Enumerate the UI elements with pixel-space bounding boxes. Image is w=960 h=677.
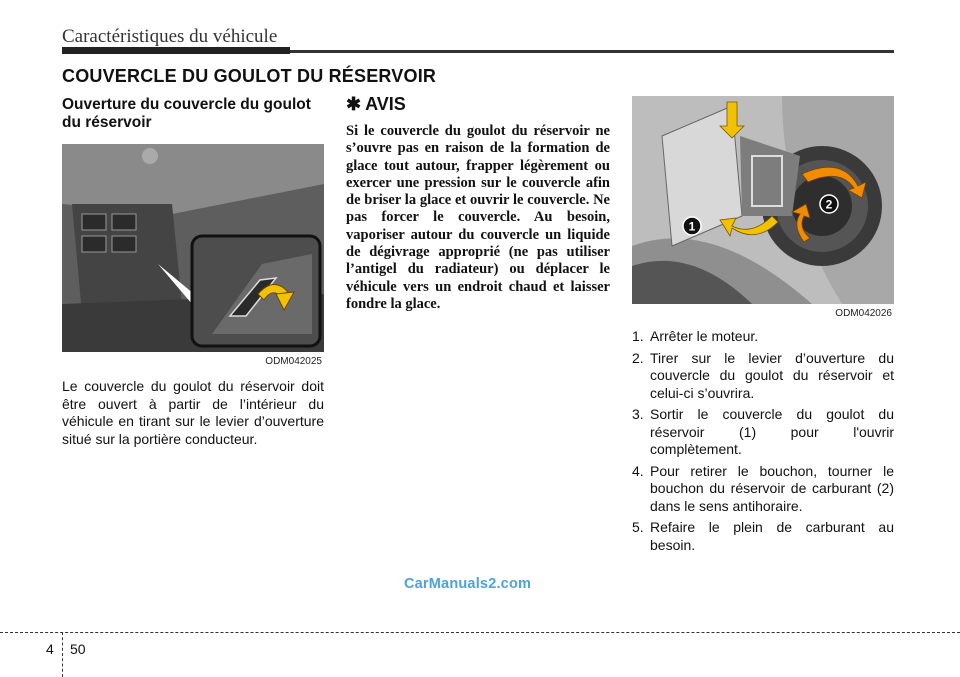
figure-code: ODM042026 <box>835 308 892 319</box>
callout-2: 2 <box>825 197 833 212</box>
list-item: 3. Sortir le couvercle du goulot du réservoir (1) pour l'ouvrir complètement. <box>632 406 894 457</box>
right-column <box>632 96 894 558</box>
chapter-number: 4 <box>46 641 54 657</box>
footer-divider <box>62 632 63 677</box>
notice-heading <box>346 94 610 115</box>
notice-column <box>346 94 610 313</box>
watermark-link[interactable]: CarManuals2.com <box>404 576 532 592</box>
procedure-steps <box>632 328 894 554</box>
list-item: 4. Pour retirer le bouchon, tourner le bouchon du réservoir de carburant (2) dans le sens antihoraire. <box>632 462 894 514</box>
callout-1: 1 <box>688 219 696 234</box>
fuel-door-lever-illustration <box>62 144 324 352</box>
list-item: 1. Arrêter le moteur. <box>632 328 759 344</box>
notice-body: Si le couvercle du goulot du réservoir ne s’ouvre pas en raison de la formation de glace tout autour, frapper légèrement ou exercer une pression sur le couvercle afin de briser la glace et ouvrir le couvercle. Ne pas forcer le couvercle. Au besoin, vaporiser autour du couvercle un liquide de dégivrage approprié (ne pas utiliser l’antigel du radiateur) ou déplacer le véhicule vers un endroit chaud et laisser fondre la glace. <box>346 123 610 312</box>
section-title: COUVERCLE DU GOULOT DU RÉSERVOIR <box>62 66 437 86</box>
notice-title: AVIS <box>365 94 406 114</box>
asterisk-icon: ✱ <box>346 94 362 114</box>
list-item: 2. Tirer sur le levier d’ouverture du couvercle du goulot du réservoir et celui-ci s’ouvrira. <box>632 349 894 401</box>
figure-code: ODM042025 <box>265 356 322 367</box>
left-column <box>62 96 324 448</box>
list-item: 5. Refaire le plein de carburant au besoin. <box>632 519 894 553</box>
footer-rule <box>0 632 960 633</box>
intro-paragraph: Le couvercle du goulot du réservoir doit être ouvert à partir de l’intérieur du véhicule en tirant sur le levier d’ouverture situé sur la portière conducteur. <box>62 378 324 447</box>
subheading: Ouverture du couvercle du goulot du réservoir <box>62 96 311 131</box>
page-number: 50 <box>70 641 86 657</box>
header-rule-accent <box>62 47 290 54</box>
running-header: Caractéristiques du véhicule <box>62 26 278 47</box>
fuel-cap-illustration <box>632 96 894 304</box>
